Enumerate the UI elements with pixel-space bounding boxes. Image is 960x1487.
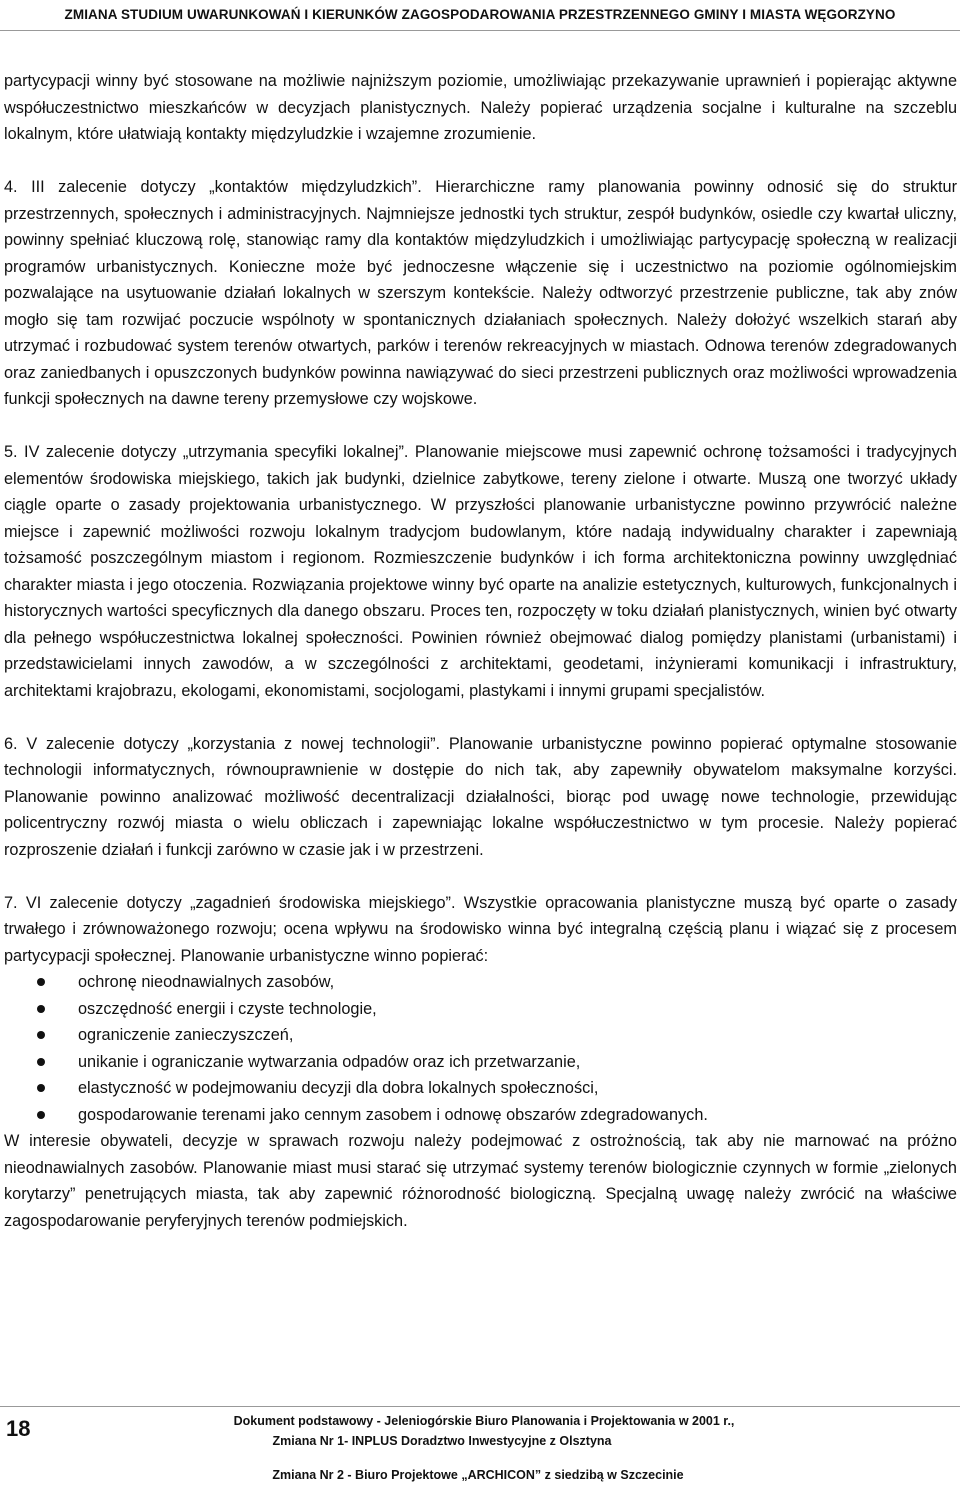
bullet-list bbox=[4, 969, 957, 1128]
bullet-icon bbox=[37, 1084, 45, 1092]
list-item-text: gospodarowanie terenami jako cennym zasobem i odnowę obszarów zdegradowanych. bbox=[78, 1105, 708, 1124]
bullet-icon bbox=[37, 1058, 45, 1066]
footer-line-2: Zmiana Nr 1- INPLUS Doradztwo Inwestycyjne z Olsztyna bbox=[272, 1434, 612, 1448]
footer-line-1: Dokument podstawowy - Jeleniogórskie Biuro Planowania i Projektowania w 2001 r., bbox=[233, 1414, 735, 1428]
document-body bbox=[4, 68, 957, 1234]
list-item bbox=[4, 1049, 957, 1076]
footer-divider bbox=[0, 1406, 960, 1407]
bullet-icon bbox=[37, 1111, 45, 1119]
bullet-icon bbox=[37, 978, 45, 986]
list-item-text: ochronę nieodnawialnych zasobów, bbox=[78, 973, 335, 991]
paragraph-recommendation-4: 5. IV zalecenie dotyczy „utrzymania specyfiki lokalnej”. Planowanie miejscowe musi zapewnić ochronę tożsamości i tradycyjnych elementów środowiska miejskiego, takich jak budynki, dzielnice zabytkowe, tereny zielone i otwarte. Muszą one tworzyć układy ciągle oparte o zasady projektowania urbanistycznego. W przyszłości planowanie urbanistyczne powinno przywrócić należne miejsce i zapewnić możliwości rozwoju lokalnym tradycjom budowlanym, które nadają indywidualny charakter i zapewniają tożsamość poszczególnym miastom i regionom. Rozmieszczenie budynków i ich forma architektoniczna powinny uwzględniać charakter miasta i jego otoczenia. Rozwiązania projektowe winny być oparte na analizie estetycznych, kulturowych, funkcjonalnych i historycznych wartości specyficznych dla danego obszaru. Proces ten, rozpoczęty w toku działań planistycznych, winien być otwarty dla pełnego współuczestnictwa lokalnej społeczności. Powinien również obejmować dialog pomiędzy planistami (urbanistami) i przedstawicielami innych zawodów, a w szczególności z architektami, geodetami, inżynierami komunikacji i infrastruktury, architektami krajobrazu, ekologami, ekonomistami, socjologami, plastykami i innymi grupami specjalistów. bbox=[4, 443, 957, 700]
list-item bbox=[4, 1075, 957, 1102]
document-header bbox=[0, 0, 960, 30]
list-item-text: ograniczenie zanieczyszczeń, bbox=[78, 1026, 294, 1044]
list-item-text: elastyczność w podejmowaniu decyzji dla dobra lokalnych społeczności, bbox=[78, 1079, 599, 1097]
list-item-text: oszczędność energii i czyste technologie, bbox=[78, 999, 377, 1018]
bullet-icon bbox=[37, 1005, 45, 1013]
paragraph-recommendation-6: 7. VI zalecenie dotyczy „zagadnień środowiska miejskiego”. Wszystkie opracowania planistyczne muszą być oparte o zasady trwałego i zrównoważonego rozwoju; ocena wpływu na środowisko winna być integralną częścią planu i wiązać się z procesem partycypacji społecznej. Planowanie urbanistyczne winno popierać: bbox=[4, 893, 957, 965]
header-title: ZMIANA STUDIUM UWARUNKOWAŃ I KIERUNKÓW ZAGOSPODAROWANIA PRZESTRZENNEGO GMINY I MIASTA WĘGORZYNO bbox=[64, 7, 896, 22]
list-item bbox=[4, 969, 957, 996]
paragraph-closing: W interesie obywateli, decyzje w sprawach rozwoju należy podejmować z ostrożnością, tak aby nie marnować na próżno nieodnawialnych zasobów. Planowanie miast musi starać się utrzymać systemy terenów biologicznie czynnych w formie „zielonych korytarzy” penetrujących miasta, tak aby zapewnić różnorodność biologiczną. Specjalną uwagę należy zwrócić na właściwe zagospodarowanie peryferyjnych terenów podmiejskich. bbox=[4, 1132, 957, 1230]
list-item bbox=[4, 996, 957, 1023]
list-item-text: unikanie i ograniczanie wytwarzania odpadów oraz ich przetwarzanie, bbox=[78, 1052, 581, 1071]
list-item bbox=[4, 1022, 957, 1049]
page-number: 18 bbox=[6, 1416, 31, 1441]
header-divider bbox=[0, 30, 960, 31]
paragraph-continuation: partycypacji winny być stosowane na możliwie najniższym poziomie, umożliwiając przekazywanie uprawnień i popierając aktywne współuczestnictwo mieszkańców w decyzjach planistycznych. Należy popierać urządzenia socjalne i kulturalne na szczeblu lokalnym, które ułatwiają kontakty międzyludzkie i wzajemne zrozumienie. bbox=[4, 72, 957, 143]
bullet-icon bbox=[37, 1031, 45, 1039]
footer-line-3: Zmiana Nr 2 - Biuro Projektowe „ARCHICON” z siedzibą w Szczecinie bbox=[272, 1468, 684, 1482]
list-item bbox=[4, 1102, 957, 1129]
paragraph-recommendation-5: 6. V zalecenie dotyczy „korzystania z nowej technologii”. Planowanie urbanistyczne powinno popierać optymalne stosowanie technologii informatycznych, równouprawnienie w dostępie do nich tak, aby zapewniły obywatelom maksymalne korzyści. Planowanie powinno analizować możliwość decentralizacji działalności, biorąc pod uwagę nowe technologie, przewidując policentryczny rozwój miasta o wielu obliczach i zapewniając lokalne współuczestnictwo w tym procesie. Należy popierać rozproszenie działań i funkcji zarówno w czasie jak i w przestrzeni. bbox=[4, 734, 957, 859]
paragraph-recommendation-3: 4. III zalecenie dotyczy „kontaktów międzyludzkich”. Hierarchiczne ramy planowania powinny odnosić się do struktur przestrzennych, społecznych i administracyjnych. Najmniejsze jednostki tych struktur, zespół budynków, osiedle czy kwartał uliczny, powinny spełniać kluczową rolę, stanowiąc ramy dla kontaktów międzyludzkich i umożliwiając partycypację społeczną w realizacji programów urbanistycznych. Konieczne może być jednoczesne włączenie się i uczestnictwo na poziomie ogólnomiejskim pozwalające na usytuowanie działań lokalnych w szerszym kontekście. Należy odtworzyć przestrzenie publiczne, tak aby znów mogło się tam rozwijać poczucie wspólnoty w spontanicznych działaniach społecznych. Należy dołożyć wszelkich starań aby utrzymać i rozbudować system terenów otwartych, parków i terenów rekreacyjnych w miastach. Odnowa terenów zdegradowanych oraz zaniedbanych i opuszczonych budynków powinna nawiązywać do sieci przestrzeni publicznych oraz możliwości wprowadzenia funkcji społecznych na dawne tereny przemysłowe czy wojskowe. bbox=[4, 178, 957, 408]
